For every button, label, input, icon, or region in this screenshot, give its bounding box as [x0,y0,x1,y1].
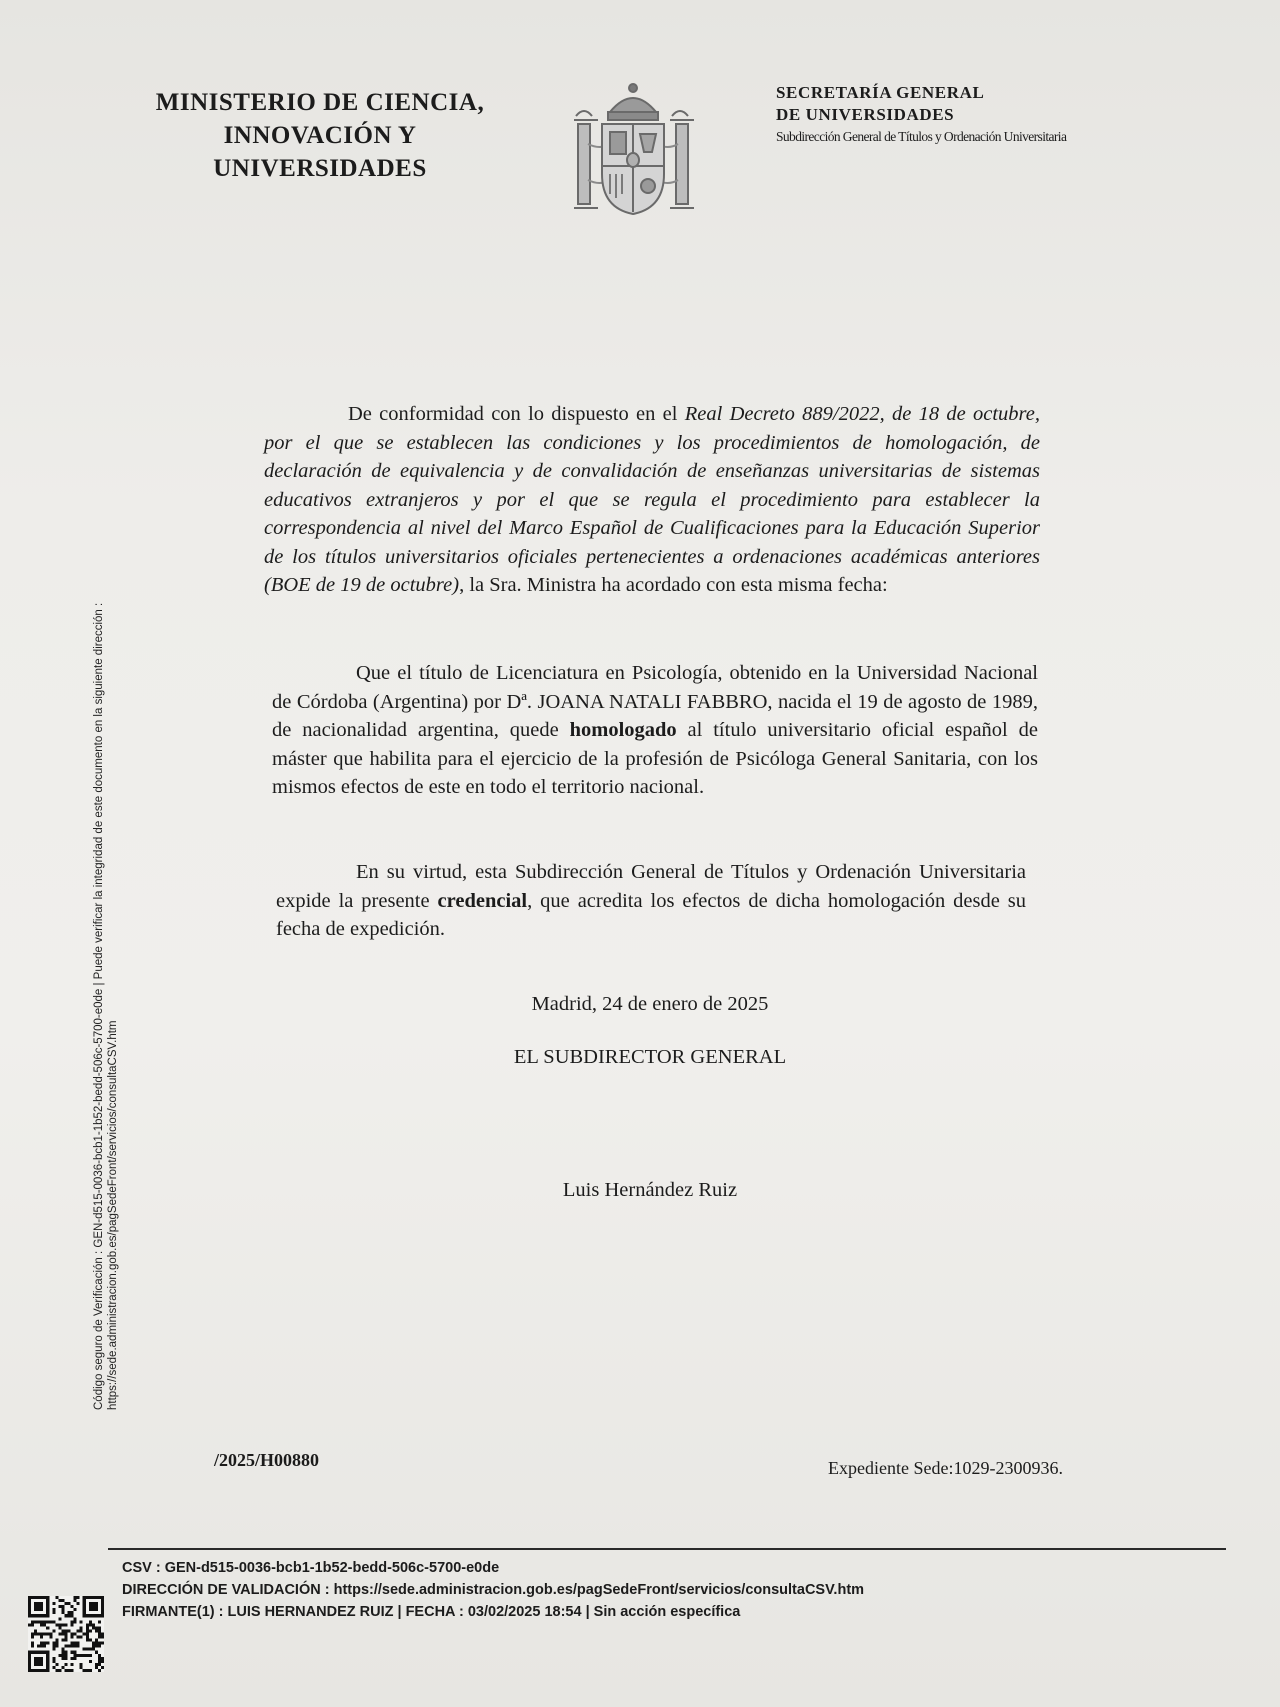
ministry-name [150,86,490,185]
subdireccion-line: Subdirección General de Títulos y Ordenación Universitaria [776,129,1067,144]
p1-segment: De conformidad con lo dispuesto en el [348,403,685,425]
secretaria-block [776,82,1106,146]
qr-code-icon [28,1596,104,1672]
place-date: Madrid, 24 de enero de 2025 [531,993,769,1015]
verification-side-note [92,490,120,1410]
secretaria-line-2: DE UNIVERSIDADES [776,105,955,124]
paragraph-2 [272,659,1038,802]
ministry-line-1: MINISTERIO DE CIENCIA, [155,89,485,116]
p2-segment: homologado [569,719,677,741]
validation-address: DIRECCIÓN DE VALIDACIÓN : https://sede.administracion.gob.es/pagSedeFront/servicios/consultaCSV.htm [122,1582,865,1598]
expediente-number: Expediente Sede:1029-2300936. [828,1458,1063,1478]
p3-segment: En su virtud, esta Subdirección General de Títulos y Ordenación Universitaria expide la presente [276,861,1026,912]
signer-name: Luis Hernández Ruiz [562,1179,738,1201]
side-note-line-2: https://sede.administracion.gob.es/pagSedeFront/servicios/consultaCSV.htm [107,1020,119,1410]
p3-segment: , que acredita los efectos de dicha homologación desde su fecha de expedición. [276,889,1026,940]
paragraph-1 [264,400,1040,600]
file-reference: /2025/H00880 [214,1450,320,1470]
csv-footer [122,1557,864,1623]
side-note-line-1: Código seguro de Verificación : GEN-d515-0036-bcb1-1b52-bedd-506c-5700-e0de | Puede verificar la integridad de este documento en la siguiente dirección : [93,602,105,1410]
p2-segment: al título universitario oficial español de máster que habilita para el ejercicio de la profesión de Psicóloga General Sanitaria, con los mismos efectos de este en todo el territorio nacional. [272,719,1038,798]
paragraph-3 [276,858,1026,944]
footer-divider [108,1548,1226,1550]
coat-of-arms-icon [572,80,694,216]
signer-info: FIRMANTE(1) : LUIS HERNANDEZ RUIZ | FECHA : 03/02/2025 18:54 | Sin acción específica [122,1604,741,1620]
signer-title: EL SUBDIRECTOR GENERAL [513,1046,787,1068]
ministry-line-3: UNIVERSIDADES [213,155,427,182]
ministry-line-2: INNOVACIÓN Y [223,122,417,149]
p1-segment: Real Decreto 889/2022, de 18 de octubre, por el que se establecen las condiciones y los procedimientos de homologación, de declaración de equivalencia y de convalidación de enseñanzas universitarias de sistemas educativos extranjeros y por el que se regula el procedimiento para establecer la correspondencia al nivel del Marco Español de Cualificaciones para la Educación Superior de los títulos universitarios oficiales pertenecientes a ordenaciones académicas anteriores (BOE de 19 de octubre) [264,403,1040,596]
p2-segment: Que el título de Licenciatura en Psicología, obtenido en la Universidad Nacional de Córdoba (Argentina) por Dª. JOANA NATALI FABBRO, nacida el 19 de agosto de 1989, de nacionalidad argentina, quede [272,662,1038,741]
p3-segment: credencial [437,889,528,912]
p1-segment: , la Sra. Ministra ha acordado con esta misma fecha: [459,574,888,596]
csv-code: CSV : GEN-d515-0036-bcb1-1b52-bedd-506c-5700-e0de [122,1560,500,1576]
secretaria-line-1: SECRETARÍA GENERAL [776,83,985,102]
